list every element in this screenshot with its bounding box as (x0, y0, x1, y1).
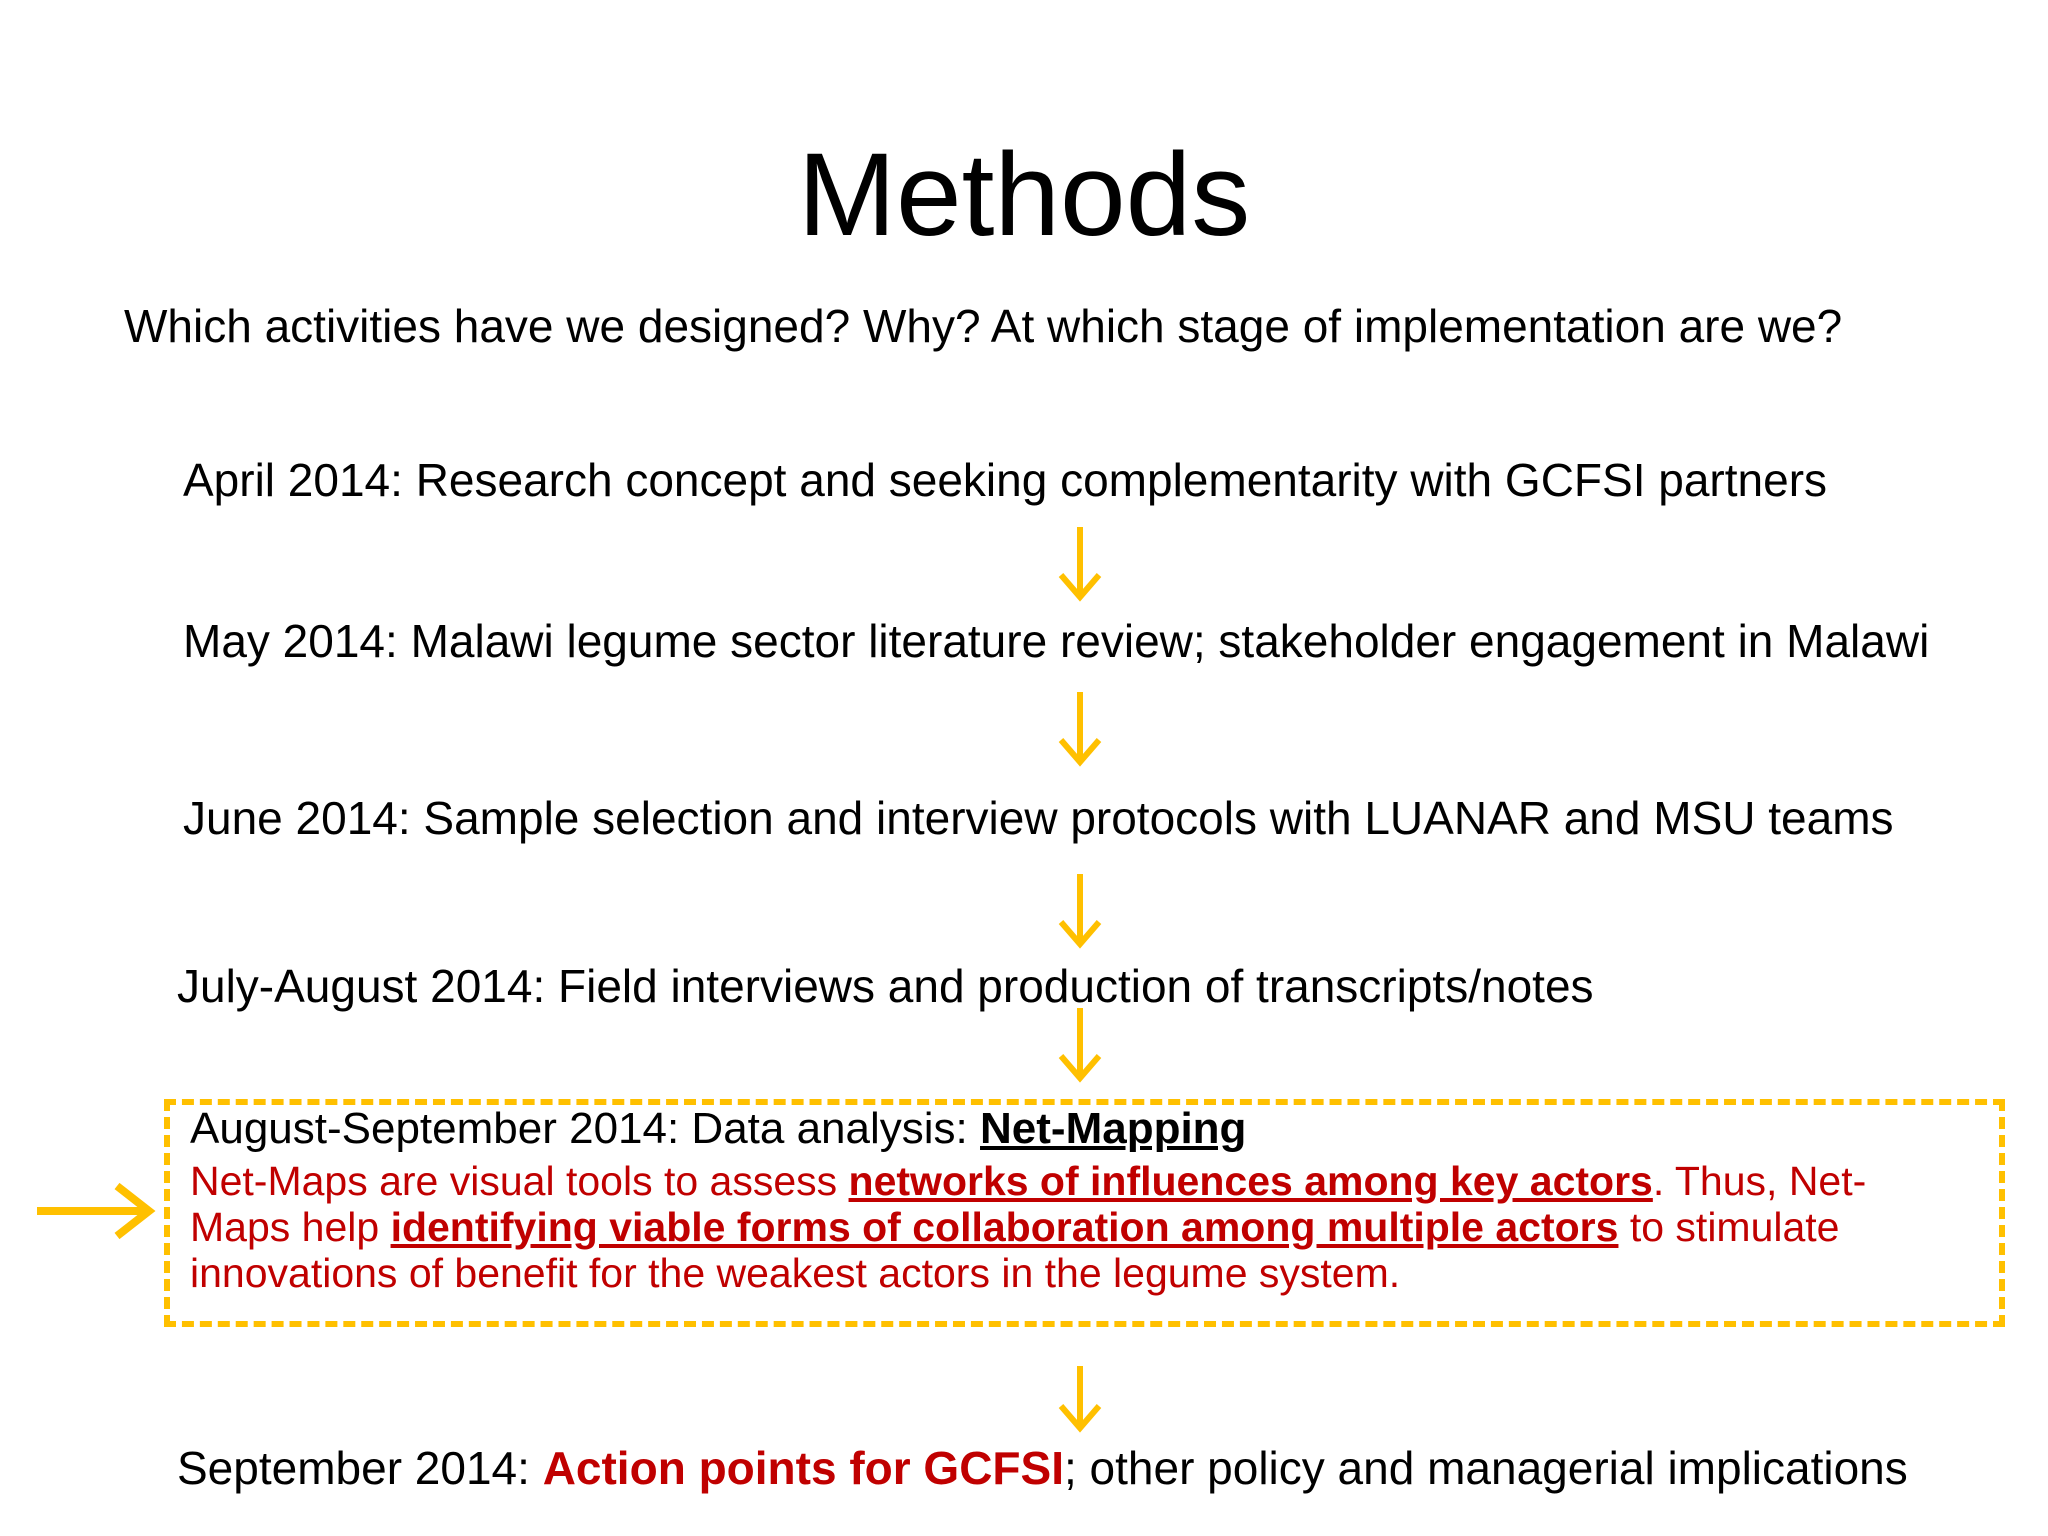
arrow-down-icon (1055, 872, 1105, 950)
heading-prefix: August-September 2014: Data analysis: (190, 1104, 981, 1153)
arrow-right-icon (35, 1180, 160, 1242)
step-april: April 2014: Research concept and seeking complementarity with GCFSI partners (183, 454, 1828, 506)
body-text: . Thus, Net-Maps help (190, 1158, 1867, 1250)
highlight-box-body (190, 1158, 1950, 1296)
final-step-prefix: September 2014: (177, 1442, 543, 1494)
slide-title: Methods (797, 129, 1251, 261)
body-text: Net-Maps are visual tools to assess (190, 1158, 849, 1204)
arrow-down-icon (1055, 1006, 1105, 1084)
step-september (177, 1440, 1908, 1496)
body-emphasis: networks of influences among key actors (848, 1158, 1653, 1204)
step-july-august: July-August 2014: Field interviews and production of transcripts/notes (177, 960, 1594, 1012)
body-text: to stimulate innovations of benefit for the weakest actors in the legume system. (190, 1204, 1840, 1296)
slide-subtitle: Which activities have we designed? Why? At which stage of implementation are we? (124, 300, 1843, 352)
final-step-emphasis: Action points for GCFSI (542, 1442, 1064, 1494)
highlight-box-heading (190, 1102, 1246, 1156)
body-emphasis: identifying viable forms of collaboration among multiple actors (390, 1204, 1619, 1250)
step-june: June 2014: Sample selection and interview protocols with LUANAR and MSU teams (183, 792, 1894, 844)
net-mapping-label: Net-Mapping (980, 1104, 1247, 1153)
final-step-suffix: ; other policy and managerial implications (1063, 1442, 1908, 1494)
arrow-down-icon (1055, 1364, 1105, 1434)
arrow-down-icon (1055, 690, 1105, 768)
step-may: May 2014: Malawi legume sector literature review; stakeholder engagement in Malawi (183, 615, 1930, 667)
arrow-down-icon (1055, 525, 1105, 603)
